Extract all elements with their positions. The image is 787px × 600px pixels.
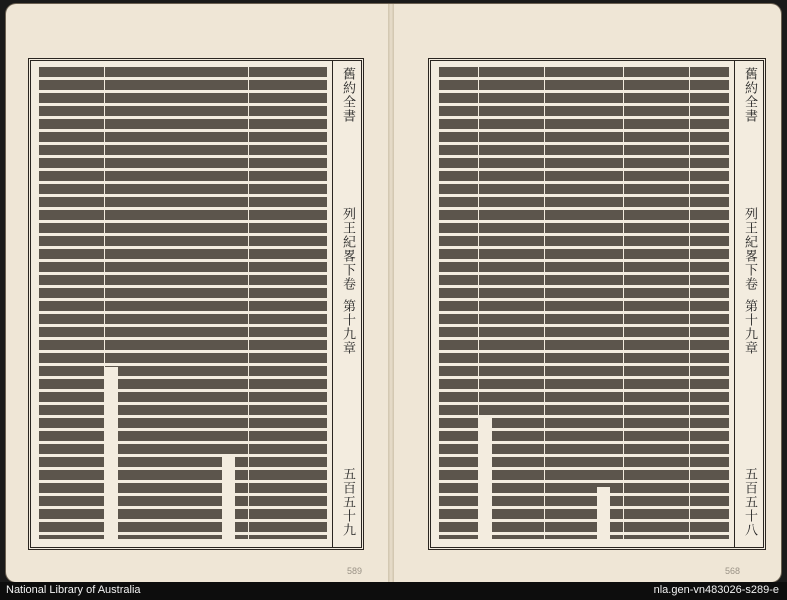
text-column xyxy=(703,67,716,539)
text-column xyxy=(624,67,637,539)
library-name: National Library of Australia xyxy=(6,584,141,596)
left-page-number: 五百五十九 xyxy=(340,467,355,537)
right-page-number: 五百五十八 xyxy=(742,467,757,537)
text-column xyxy=(545,67,558,539)
text-column xyxy=(91,67,104,539)
right-pencil-mark: 568 xyxy=(725,566,741,576)
text-column xyxy=(584,67,597,539)
text-column xyxy=(439,67,452,539)
text-column xyxy=(39,67,52,539)
text-column xyxy=(465,67,478,539)
text-column xyxy=(314,67,327,539)
text-column xyxy=(610,67,623,539)
text-column xyxy=(492,67,505,539)
text-column xyxy=(690,67,703,539)
book-gutter xyxy=(388,4,394,582)
text-column xyxy=(249,67,262,539)
text-column xyxy=(716,67,729,539)
right-text-block xyxy=(439,67,729,539)
text-column xyxy=(78,67,91,539)
text-column xyxy=(663,67,676,539)
text-column xyxy=(531,67,544,539)
right-running-head xyxy=(739,67,759,541)
left-pencil-mark: 589 xyxy=(347,566,363,576)
item-identifier: nla.gen-vn483026-s289-e xyxy=(653,584,779,596)
left-book-title: 舊約全書 xyxy=(340,67,355,123)
text-column xyxy=(196,67,209,539)
text-column xyxy=(235,67,248,539)
right-chapter-number: 第十九章 xyxy=(742,299,757,355)
text-column xyxy=(650,67,663,539)
text-column xyxy=(209,67,222,539)
text-column xyxy=(144,67,157,539)
text-column xyxy=(558,67,571,539)
text-column xyxy=(452,67,465,539)
text-column xyxy=(479,67,492,417)
text-column xyxy=(65,67,78,539)
text-column xyxy=(222,67,235,457)
right-chapter-title: 列王紀畧下卷 xyxy=(742,207,757,291)
text-column xyxy=(676,67,689,539)
right-header-rule xyxy=(734,61,735,547)
left-chapter-title: 列王紀畧下卷 xyxy=(340,207,355,291)
left-chapter-number: 第十九章 xyxy=(340,299,355,355)
text-column xyxy=(518,67,531,539)
text-column xyxy=(170,67,183,539)
right-book-title: 舊約全書 xyxy=(742,67,757,123)
right-page xyxy=(428,58,766,550)
left-page xyxy=(28,58,364,550)
left-text-block xyxy=(39,67,327,539)
text-column xyxy=(262,67,275,539)
text-column xyxy=(52,67,65,539)
left-running-head xyxy=(337,67,357,541)
footer-bar xyxy=(0,582,787,600)
text-column xyxy=(505,67,518,539)
text-column xyxy=(571,67,584,539)
text-column xyxy=(105,67,118,367)
text-column xyxy=(597,67,610,487)
left-header-rule xyxy=(332,61,333,547)
text-column xyxy=(118,67,131,539)
text-column xyxy=(275,67,288,539)
text-column xyxy=(288,67,301,539)
text-column xyxy=(131,67,144,539)
text-column xyxy=(157,67,170,539)
text-column xyxy=(301,67,314,539)
text-column xyxy=(637,67,650,539)
text-column xyxy=(183,67,196,539)
